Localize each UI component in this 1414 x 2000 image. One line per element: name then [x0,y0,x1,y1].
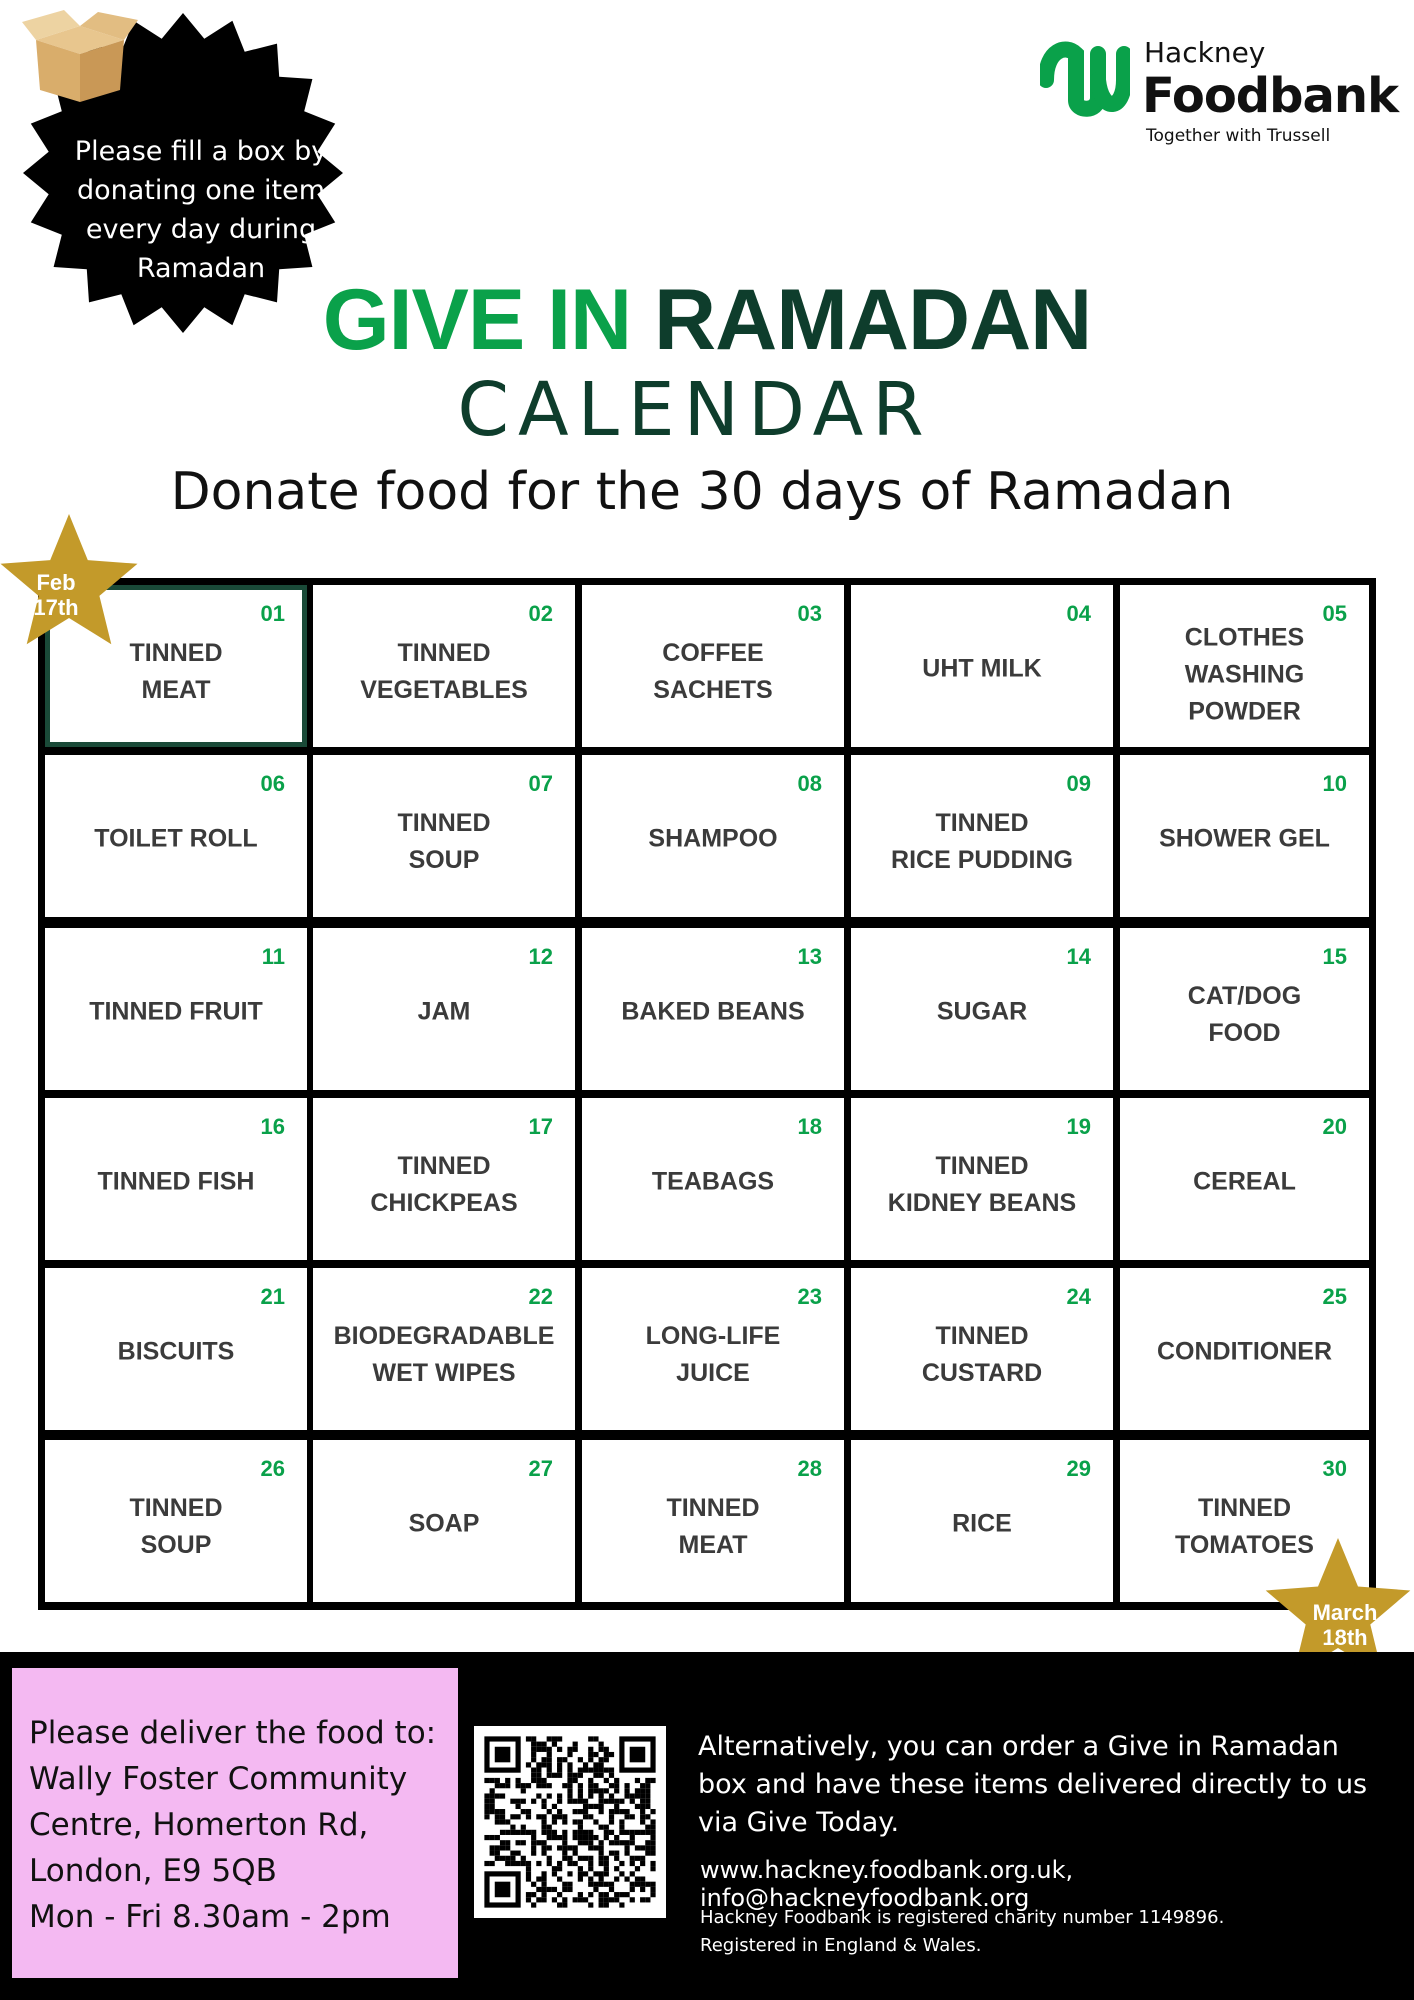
day-item: CEREAL [1193,1167,1296,1196]
end-date-day: 18th [1322,1625,1368,1650]
day-number: 02 [528,601,553,626]
address-line: Centre, Homerton Rd, [29,1807,369,1843]
calendar-day-26 [45,1440,307,1602]
calendar-day-07 [313,755,575,917]
qr-code-icon[interactable] [474,1726,666,1918]
day-number: 07 [528,771,553,796]
calendar-day-22 [313,1268,575,1430]
charity-registration: Registered in England & Wales. [700,1935,982,1956]
day-number: 18 [797,1114,822,1139]
day-item: SHAMPOO [648,824,778,853]
day-number: 10 [1322,771,1347,796]
day-number: 14 [1066,944,1091,969]
calendar-grid [38,578,1376,1610]
calendar-day-28 [582,1440,844,1602]
logo-foodbank: Foodbank [1142,68,1398,124]
calendar-day-19 [851,1098,1113,1260]
day-number: 17 [528,1114,553,1139]
day-item: CONDITIONER [1157,1337,1332,1366]
day-number: 01 [260,601,285,626]
start-date-month: Feb [36,570,76,595]
day-item: TINNED RICE PUDDING [891,808,1073,874]
calendar-day-20 [1120,1098,1369,1260]
day-item: TINNED CHICKPEAS [370,1151,518,1217]
day-number: 24 [1066,1284,1091,1309]
day-number: 27 [528,1456,553,1481]
calendar-day-17 [313,1098,575,1260]
day-number: 15 [1322,944,1347,969]
day-number: 28 [797,1456,822,1481]
day-number: 03 [797,601,822,626]
end-date-label [1295,1600,1395,1650]
calendar-day-21 [45,1268,307,1430]
day-number: 12 [528,944,553,969]
calendar-day-06 [45,755,307,917]
alternative-order-text: Alternatively, you can order a Give in Ramadan box and have these items delivered directly to us via Give Today. [698,1731,1368,1838]
calendar-day-11 [45,928,307,1090]
day-item: COFFEE SACHETS [653,638,773,704]
day-number: 25 [1322,1284,1347,1309]
calendar-day-13 [582,928,844,1090]
page-tagline: Donate food for the 30 days of Ramadan [170,462,1234,522]
day-number: 06 [260,771,285,796]
page-title [0,270,1414,370]
day-item: BIODEGRADABLE WET WIPES [333,1321,555,1387]
calendar-day-25 [1120,1268,1369,1430]
calendar-day-14 [851,928,1113,1090]
day-item: TINNED SOUP [129,1493,223,1559]
day-item: TINNED VEGETABLES [360,638,528,704]
calendar-day-09 [851,755,1113,917]
logo-hackney: Hackney [1144,36,1266,69]
day-number: 22 [528,1284,553,1309]
day-number: 16 [260,1114,285,1139]
day-item: TINNED KIDNEY BEANS [887,1151,1077,1217]
calendar-day-15 [1120,928,1369,1090]
calendar-day-23 [582,1268,844,1430]
calendar-day-18 [582,1098,844,1260]
calendar-day-12 [313,928,575,1090]
day-item: TINNED MEAT [666,1493,760,1559]
day-number: 13 [797,944,822,969]
day-item: TINNED TOMATOES [1175,1493,1314,1559]
cardboard-box-icon [18,8,142,104]
foodbank-logo [1040,36,1398,156]
day-item: SUGAR [936,997,1028,1026]
page-subtitle: CALENDAR [457,367,933,453]
end-date-month: March [1312,1600,1378,1625]
delivery-address [29,1710,436,1940]
day-number: 26 [260,1456,285,1481]
address-line: Please deliver the food to: [29,1715,437,1751]
title-give-in: GIVE IN [322,272,632,368]
foodbank-logo-icon [1040,40,1130,122]
day-number: 20 [1322,1114,1347,1139]
day-number: 23 [797,1284,822,1309]
day-item: BISCUITS [117,1337,235,1366]
calendar-day-04 [851,585,1113,747]
day-number: 11 [261,944,285,969]
day-item: TOILET ROLL [94,824,258,853]
calendar-day-05 [1120,585,1369,747]
address-line: Wally Foster Community [29,1761,408,1797]
day-item: TINNED FISH [97,1167,255,1196]
day-item: TEABAGS [651,1167,775,1196]
day-item: CLOTHES WASHING POWDER [1184,623,1305,726]
day-number: 09 [1066,771,1091,796]
day-item: CAT/DOG FOOD [1187,981,1302,1047]
calendar-day-10 [1120,755,1369,917]
day-item: SOAP [408,1509,480,1538]
start-date-day: 17th [33,595,79,620]
calendar-day-03 [582,585,844,747]
charity-info [700,1904,1400,1960]
day-number: 05 [1322,601,1347,626]
delivery-address-box [12,1668,458,1978]
day-item: RICE [952,1509,1012,1538]
calendar-day-27 [313,1440,575,1602]
day-item: BAKED BEANS [621,997,805,1026]
day-item: SHOWER GEL [1159,824,1330,853]
charity-number: Hackney Foodbank is registered charity number 1149896. [700,1907,1225,1928]
opening-hours: Mon - Fri 8.30am - 2pm [29,1899,391,1935]
day-item: TINNED MEAT [129,638,223,704]
day-number: 04 [1066,601,1091,626]
day-item: TINNED CUSTARD [921,1321,1043,1387]
calendar-day-16 [45,1098,307,1260]
day-number: 19 [1066,1114,1091,1139]
day-number: 30 [1322,1456,1347,1481]
day-item: JAM [417,997,471,1026]
calendar-day-02 [313,585,575,747]
day-number: 29 [1066,1456,1091,1481]
day-item: TINNED SOUP [397,808,491,874]
contact-links[interactable]: www.hackney.foodbank.org.uk, info@hackneyfoodbank.org [700,1856,1074,1912]
calendar-day-08 [582,755,844,917]
logo-tagline: Together with Trussell [1146,126,1331,146]
day-item: LONG-LIFE JUICE [645,1321,781,1387]
calendar-day-29 [851,1440,1113,1602]
title-ramadan: RAMADAN [654,272,1092,368]
day-number: 08 [797,771,822,796]
badge-text: Please fill a box by donating one item every day during Ramadan [74,136,328,284]
address-line: London, E9 5QB [29,1853,277,1889]
day-item: TINNED FRUIT [89,997,263,1026]
day-number: 21 [260,1284,285,1309]
day-item: UHT MILK [922,654,1042,683]
start-date-label [8,570,104,620]
calendar-day-24 [851,1268,1113,1430]
